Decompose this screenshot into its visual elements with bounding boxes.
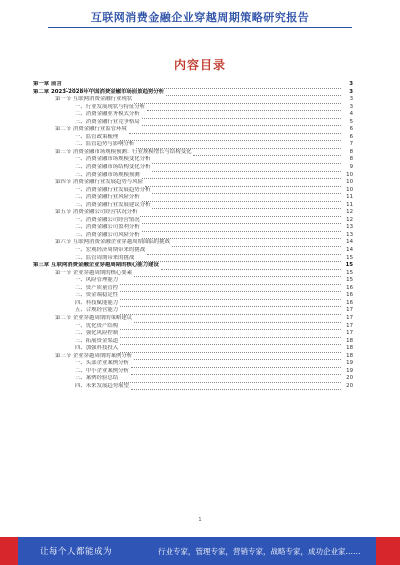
toc-entry[interactable] [33, 375, 353, 383]
toc-entry[interactable] [33, 338, 353, 346]
toc-entry-page: 14 [346, 239, 353, 246]
toc-entry-page: 14 [346, 247, 353, 254]
toc-leader-dots [120, 279, 341, 285]
toc-leader-dots [120, 301, 341, 307]
toc-entry-title: 四、科技赋能能力 [75, 299, 119, 306]
footer-accent-left [0, 537, 18, 565]
toc-entry[interactable] [33, 164, 353, 172]
toc-leader-dots [142, 218, 341, 224]
toc-leader-dots [152, 203, 341, 209]
toc-entry-page: 7 [349, 141, 353, 148]
toc-entry-page: 17 [346, 330, 353, 337]
toc-entry-title: 一、消费金融市场规模变化分析 [75, 156, 151, 163]
report-title: 互联网消费金融企业穿越周期策略研究报告 [90, 11, 310, 24]
toc-entry[interactable] [33, 194, 353, 202]
toc-entry-page: 10 [346, 171, 353, 178]
toc-leader-dots [142, 196, 341, 202]
toc-entry-page: 13 [346, 231, 353, 238]
toc-entry-page: 5 [349, 118, 353, 125]
toc-leader-dots [134, 271, 341, 277]
toc-entry[interactable] [33, 172, 353, 180]
toc-entry[interactable] [33, 300, 353, 308]
toc-entry-page: 12 [346, 209, 353, 216]
toc-leader-dots [120, 347, 341, 353]
toc-entry-title: 四、加强科技投入 [75, 345, 119, 352]
toc-entry[interactable] [33, 119, 353, 127]
toc-entry-page: 8 [349, 156, 353, 163]
toc-leader-dots [142, 226, 341, 232]
toc-leader-dots [136, 256, 341, 262]
toc-entry-page: 6 [349, 133, 353, 140]
toc-leader-dots [142, 120, 341, 126]
toc-entry[interactable] [33, 96, 353, 104]
toc-entry[interactable] [33, 262, 353, 270]
table-of-contents [33, 81, 353, 390]
toc-leader-dots [142, 113, 341, 119]
toc-leader-dots [166, 90, 341, 96]
toc-entry-page: 10 [346, 186, 353, 193]
toc-leader-dots [129, 128, 341, 134]
toc-leader-dots [120, 324, 341, 330]
toc-entry-title: 第三节 企业穿越周期的案例分析 [55, 352, 133, 359]
toc-entry-page: 10 [346, 179, 353, 186]
toc-leader-dots [145, 181, 341, 187]
toc-entry-page: 16 [346, 292, 353, 299]
toc-entry-title: 第二节 企业穿越周期的策略建议 [55, 314, 133, 321]
toc-leader-dots [147, 249, 341, 255]
toc-entry-page: 3 [349, 103, 353, 110]
toc-leader-dots [120, 135, 341, 141]
toc-leader-dots [161, 264, 341, 270]
toc-leader-dots [152, 166, 341, 172]
toc-entry-page: 6 [349, 126, 353, 133]
toc-entry-title: 一、宏观经济周期带来的挑战 [75, 247, 146, 254]
toc-entry[interactable] [33, 156, 353, 164]
toc-entry-title: 三、消费金融市场规模预测 [75, 171, 140, 178]
toc-entry-title: 二、监管趋势与影响分析 [75, 141, 135, 148]
toc-entry-page: 11 [346, 201, 353, 208]
toc-entry[interactable] [33, 187, 353, 195]
toc-entry-title: 三、拓展资金渠道 [75, 337, 119, 344]
toc-entry-title: 二、监管周期带来的挑战 [75, 254, 135, 261]
toc-entry-title: 二、消费金融市场结构变化分析 [75, 164, 151, 171]
toc-entry-page: 20 [346, 382, 353, 389]
toc-leader-dots [131, 369, 341, 375]
toc-entry-title: 第二章 2023-2028年中国消费金融市场前景趋势分析 [33, 88, 165, 95]
toc-entry[interactable] [33, 360, 353, 368]
toc-leader-dots [134, 98, 341, 104]
toc-entry-page: 15 [346, 254, 353, 261]
footer-accent-right [376, 537, 400, 565]
toc-entry-title: 一、消费金融公司经营情况 [75, 216, 140, 223]
toc-entry-page: 19 [346, 360, 353, 367]
toc-entry-title: 三、消费金融公司风险分析 [75, 231, 140, 238]
toc-entry[interactable] [33, 277, 353, 285]
toc-leader-dots [120, 286, 341, 292]
toc-entry-title: 三、消费金融行业竞争格局 [75, 118, 140, 125]
toc-entry[interactable] [33, 217, 353, 225]
toc-entry[interactable] [33, 315, 353, 323]
toc-leader-dots [172, 241, 341, 247]
toc-entry-title: 一、风险管理能力 [75, 277, 119, 284]
toc-entry-title: 二、强化风险控制 [75, 330, 119, 337]
toc-entry-title: 一、优化资产结构 [75, 322, 119, 329]
toc-entry-title: 二、消费金融业务模式分析 [75, 111, 140, 118]
toc-entry-page: 15 [345, 262, 353, 269]
toc-leader-dots [120, 332, 341, 338]
toc-entry[interactable] [33, 270, 353, 278]
toc-entry[interactable] [33, 247, 353, 255]
toc-entry-page: 20 [346, 375, 353, 382]
toc-entry-title: 二、消费金融公司盈利分析 [75, 224, 140, 231]
toc-entry-title: 第二节 消费金融行业监管环境 [55, 126, 127, 133]
toc-entry-title: 三、资金端稳定性 [75, 292, 119, 299]
toc-entry[interactable] [33, 368, 353, 376]
footer-slogan: 让每个人都能成为 [40, 547, 113, 557]
toc-entry[interactable] [33, 345, 353, 353]
toc-entry-title: 第一章 前言 [33, 81, 62, 87]
toc-entry[interactable] [33, 126, 353, 134]
toc-entry[interactable] [33, 224, 353, 232]
toc-entry-title: 第三节 消费金融市场规模预测：行业规模增长与结构变化 [55, 148, 192, 155]
toc-entry[interactable] [33, 179, 353, 187]
toc-entry-page: 18 [346, 345, 353, 352]
toc-entry-page: 18 [346, 352, 353, 359]
toc-leader-dots [120, 339, 341, 345]
toc-entry-page: 17 [346, 314, 353, 321]
page-number: 1 [198, 517, 202, 523]
toc-leader-dots [193, 150, 341, 156]
toc-leader-dots [152, 188, 341, 194]
toc-leader-dots [131, 362, 341, 368]
toc-entry-page: 3 [349, 96, 353, 103]
toc-entry[interactable] [33, 232, 353, 240]
toc-entry-title: 第一节 互联网消费金融行业现状 [55, 96, 133, 103]
toc-entry-title: 第一节 企业穿越周期的核心要素 [55, 269, 133, 276]
toc-entry[interactable] [33, 330, 353, 338]
footer-banner [0, 537, 400, 565]
toc-leader-dots [120, 377, 341, 383]
toc-entry-page: 18 [346, 337, 353, 344]
toc-leader-dots [142, 173, 341, 179]
toc-entry-title: 第五节 消费金融公司经营状况分析 [55, 209, 138, 216]
toc-entry-title: 第三章 互联网消费金融企业穿越周期的核心能力建设 [33, 262, 159, 269]
toc-entry-page: 17 [346, 307, 353, 314]
toc-entry-title: 三、消费金融行业发展建议分析 [75, 201, 151, 208]
toc-leader-dots [131, 384, 341, 390]
toc-entry-title: 二、中小企业案例分析 [75, 367, 129, 374]
toc-entry-title: 第六节 互联网消费金融企业穿越周期面临的挑战 [55, 239, 170, 246]
toc-leader-dots [120, 294, 341, 300]
toc-entry-title: 四、未来发展趋势展望 [75, 382, 129, 389]
toc-entry-title: 一、消费金融行业发展趋势分析 [75, 186, 151, 193]
toc-entry-title: 一、监管政策梳理 [75, 133, 119, 140]
toc-entry[interactable] [33, 89, 353, 97]
toc-entry[interactable] [33, 353, 353, 361]
toc-entry[interactable] [33, 202, 353, 210]
toc-entry[interactable] [33, 292, 353, 300]
toc-entry-page: 17 [346, 322, 353, 329]
toc-entry-page: 13 [346, 224, 353, 231]
toc-entry-title: 二、消费金融行业风险分析 [75, 194, 140, 201]
toc-entry-page: 19 [346, 367, 353, 374]
footer-tagline: 行业专家，管理专家，营销专家，战略专家，成功企业家…… [158, 546, 361, 556]
toc-entry[interactable] [33, 81, 353, 89]
toc-entry[interactable] [33, 255, 353, 263]
toc-entry-page: 16 [346, 299, 353, 306]
toc-entry-title: 二、资产质量管控 [75, 284, 119, 291]
toc-entry[interactable] [33, 307, 353, 315]
toc-entry-title: 一、头部企业案例分析 [75, 360, 129, 367]
toc-entry-title: 一、行业发展现状与特征分析 [75, 103, 146, 110]
toc-leader-dots [134, 317, 341, 323]
toc-entry[interactable] [33, 323, 353, 331]
toc-entry-page: 9 [349, 164, 353, 171]
toc-entry-page: 4 [349, 111, 353, 118]
toc-entry[interactable] [33, 141, 353, 149]
toc-entry[interactable] [33, 383, 353, 391]
toc-leader-dots [134, 354, 341, 360]
toc-leader-dots [120, 309, 341, 315]
toc-leader-dots [140, 211, 341, 217]
header-divider [48, 27, 352, 28]
toc-leader-dots [147, 105, 341, 111]
toc-entry-page: 3 [349, 88, 353, 95]
toc-entry-page: 3 [349, 81, 353, 87]
toc-leader-dots [142, 233, 341, 239]
toc-entry-page: 8 [349, 148, 353, 155]
toc-entry[interactable] [33, 111, 353, 119]
toc-entry-page: 12 [346, 216, 353, 223]
toc-entry[interactable] [33, 239, 353, 247]
toc-entry-page: 11 [346, 194, 353, 201]
toc-entry-title: 第四节 消费金融行业发展趋势与风险 [55, 179, 143, 186]
toc-entry[interactable] [33, 209, 353, 217]
toc-entry-page: 15 [346, 269, 353, 276]
toc-entry[interactable] [33, 285, 353, 293]
toc-entry-title: 三、案例经验总结 [75, 375, 119, 382]
toc-entry[interactable] [33, 149, 353, 157]
toc-entry[interactable] [33, 134, 353, 142]
toc-entry-title: 五、合规经营能力 [75, 307, 119, 314]
toc-heading: 内容目录 [173, 58, 226, 72]
toc-entry-page: 16 [346, 284, 353, 291]
toc-entry-page: 15 [346, 277, 353, 284]
toc-leader-dots [152, 158, 341, 164]
toc-entry[interactable] [33, 104, 353, 112]
